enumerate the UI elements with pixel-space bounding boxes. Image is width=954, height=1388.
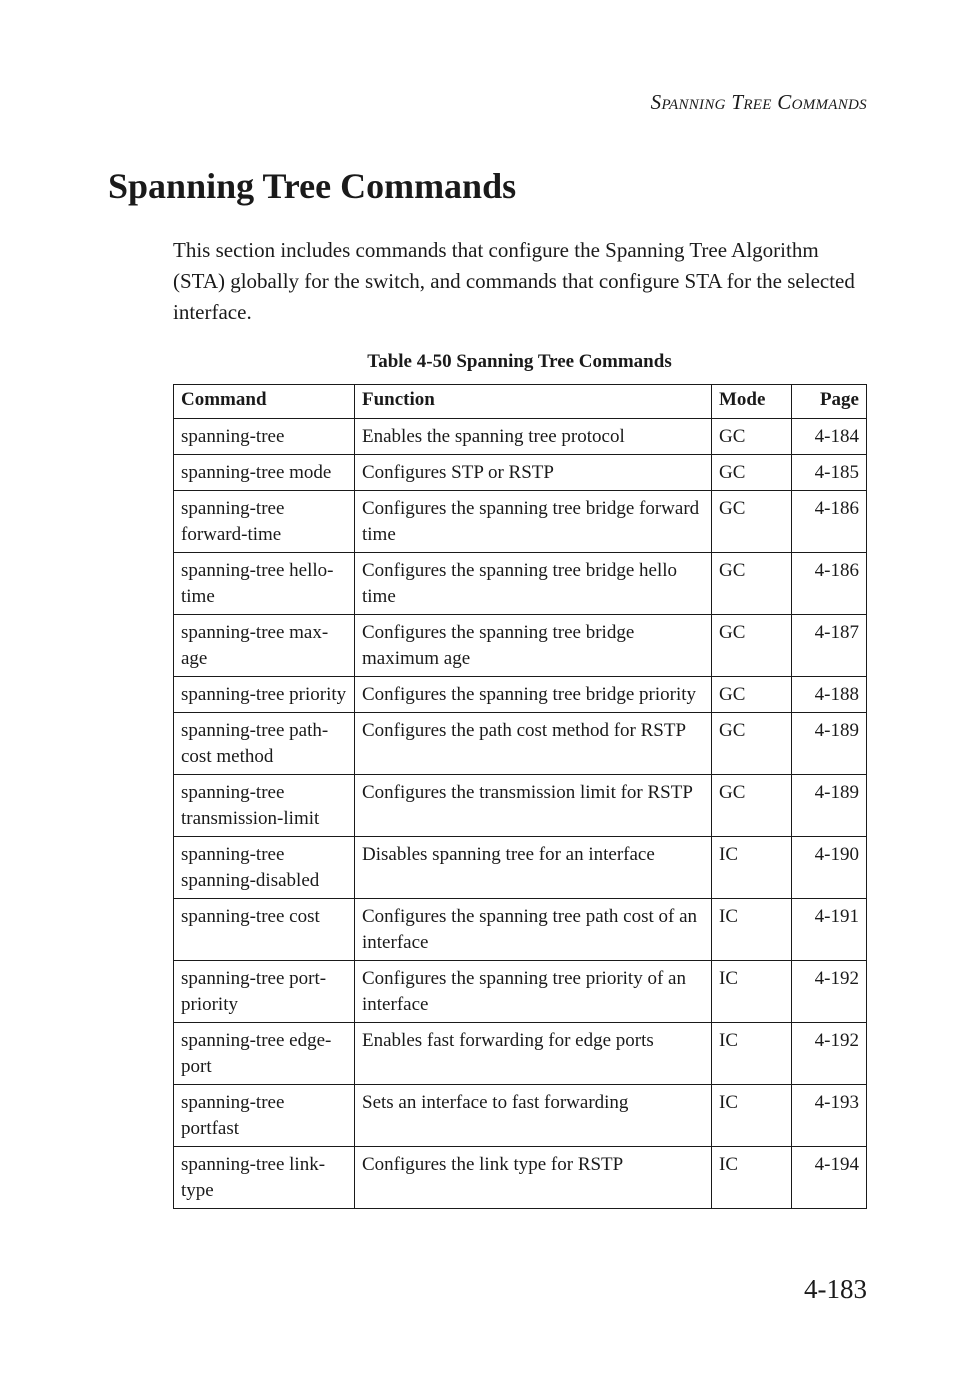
- header-page: Page: [792, 385, 867, 419]
- table-row: [174, 455, 867, 491]
- table-row: [174, 899, 867, 961]
- cell-mode: GC: [712, 553, 792, 615]
- cell-command: spanning-tree portfast: [174, 1085, 355, 1147]
- cell-function: Configures the spanning tree bridge priority: [355, 677, 712, 713]
- cell-function: Disables spanning tree for an interface: [355, 837, 712, 899]
- cell-page: 4-194: [792, 1147, 867, 1209]
- table-row: [174, 961, 867, 1023]
- cell-page: 4-192: [792, 1023, 867, 1085]
- cell-command: spanning-tree path-cost method: [174, 713, 355, 775]
- cell-function: Configures the spanning tree bridge forward time: [355, 491, 712, 553]
- cell-function: Configures the path cost method for RSTP: [355, 713, 712, 775]
- cell-mode: GC: [712, 615, 792, 677]
- cell-page: 4-188: [792, 677, 867, 713]
- cell-mode: IC: [712, 1023, 792, 1085]
- cell-function: Configures the spanning tree bridge hello time: [355, 553, 712, 615]
- header-mode: Mode: [712, 385, 792, 419]
- header-function: Function: [355, 385, 712, 419]
- cell-command: spanning-tree hello-time: [174, 553, 355, 615]
- cell-page: 4-186: [792, 491, 867, 553]
- cell-command: spanning-tree mode: [174, 455, 355, 491]
- running-head: Spanning Tree Commands: [650, 90, 867, 114]
- cell-function: Enables fast forwarding for edge ports: [355, 1023, 712, 1085]
- cell-page: 4-189: [792, 775, 867, 837]
- table-row: [174, 837, 867, 899]
- cell-page: 4-187: [792, 615, 867, 677]
- table-caption: Table 4-50 Spanning Tree Commands: [367, 351, 672, 372]
- cell-page: 4-192: [792, 961, 867, 1023]
- table-row: [174, 419, 867, 455]
- intro-paragraph: This section includes commands that configure the Spanning Tree Algorithm (STA) globally for the switch, and commands that configure STA for the selected interface.: [173, 238, 855, 324]
- page-number: 4-183: [804, 1274, 867, 1304]
- table-header-row: [174, 385, 867, 419]
- cell-command: spanning-tree spanning-disabled: [174, 837, 355, 899]
- cell-page: 4-191: [792, 899, 867, 961]
- cell-function: Configures the link type for RSTP: [355, 1147, 712, 1209]
- header-command: Command: [174, 385, 355, 419]
- cell-page: 4-186: [792, 553, 867, 615]
- cell-command: spanning-tree max-age: [174, 615, 355, 677]
- cell-command: spanning-tree priority: [174, 677, 355, 713]
- table-row: [174, 775, 867, 837]
- cell-mode: IC: [712, 1085, 792, 1147]
- cell-mode: GC: [712, 419, 792, 455]
- cell-function: Configures STP or RSTP: [355, 455, 712, 491]
- cell-mode: GC: [712, 491, 792, 553]
- cell-command: spanning-tree transmission-limit: [174, 775, 355, 837]
- cell-mode: IC: [712, 961, 792, 1023]
- cell-page: 4-190: [792, 837, 867, 899]
- table-row: [174, 677, 867, 713]
- cell-command: spanning-tree edge-port: [174, 1023, 355, 1085]
- cell-command: spanning-tree cost: [174, 899, 355, 961]
- cell-mode: GC: [712, 677, 792, 713]
- table-row: [174, 1085, 867, 1147]
- cell-mode: GC: [712, 455, 792, 491]
- table-row: [174, 713, 867, 775]
- cell-mode: GC: [712, 775, 792, 837]
- cell-function: Enables the spanning tree protocol: [355, 419, 712, 455]
- cell-mode: IC: [712, 899, 792, 961]
- cell-command: spanning-tree: [174, 419, 355, 455]
- cell-page: 4-184: [792, 419, 867, 455]
- cell-page: 4-185: [792, 455, 867, 491]
- table-row: [174, 553, 867, 615]
- cell-function: Configures the spanning tree bridge maximum age: [355, 615, 712, 677]
- cell-function: Configures the transmission limit for RSTP: [355, 775, 712, 837]
- table-row: [174, 1023, 867, 1085]
- commands-table: [173, 384, 867, 1209]
- cell-function: Configures the spanning tree priority of an interface: [355, 961, 712, 1023]
- cell-function: Sets an interface to fast forwarding: [355, 1085, 712, 1147]
- table-row: [174, 491, 867, 553]
- page-title: Spanning Tree Commands: [108, 166, 517, 206]
- cell-command: spanning-tree port-priority: [174, 961, 355, 1023]
- cell-page: 4-193: [792, 1085, 867, 1147]
- cell-command: spanning-tree forward-time: [174, 491, 355, 553]
- cell-mode: IC: [712, 837, 792, 899]
- cell-command: spanning-tree link-type: [174, 1147, 355, 1209]
- cell-function: Configures the spanning tree path cost of an interface: [355, 899, 712, 961]
- cell-page: 4-189: [792, 713, 867, 775]
- table-row: [174, 615, 867, 677]
- cell-mode: IC: [712, 1147, 792, 1209]
- table-row: [174, 1147, 867, 1209]
- cell-mode: GC: [712, 713, 792, 775]
